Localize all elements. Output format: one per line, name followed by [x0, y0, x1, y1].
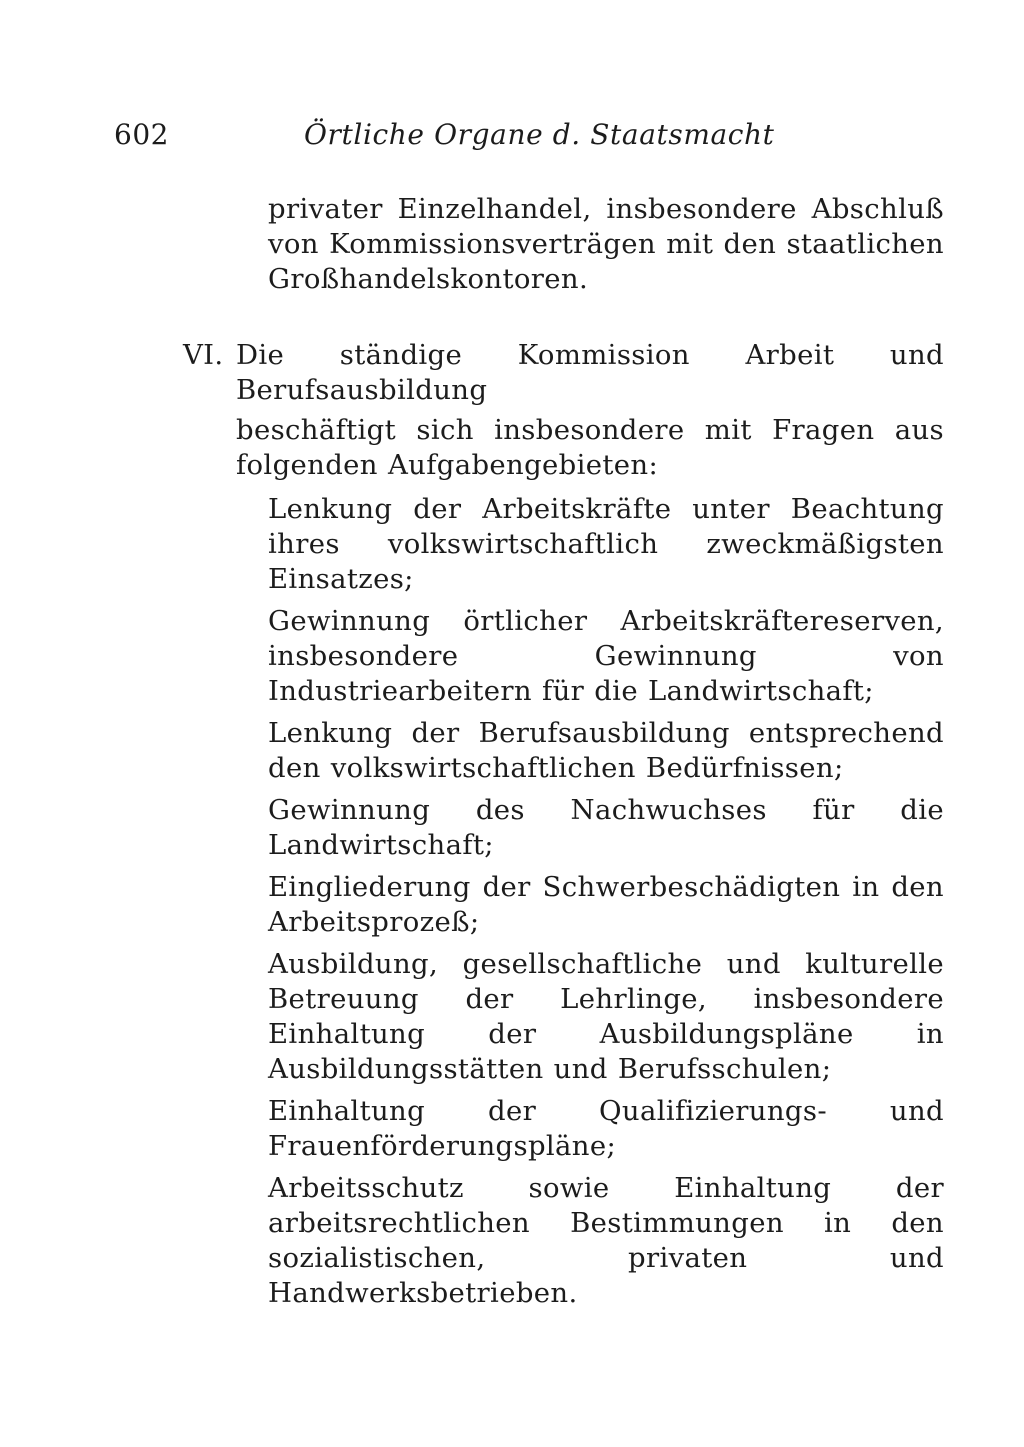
- list-item: Gewinnung örtlicher Arbeitskräftereserven, insbesondere Gewinnung von Industriearbeitern für die Landwirtschaft;: [268, 605, 944, 707]
- list-item: Einhaltung der Qualifizierungs- und Frauenförderungspläne;: [268, 1095, 944, 1162]
- list-item: Lenkung der Berufsausbildung entsprechend den volkswirtschaftlichen Bedürfnissen;: [268, 717, 944, 784]
- list-item: Eingliederung der Schwerbeschädigten in den Arbeitsprozeß;: [268, 871, 944, 938]
- list-item: Lenkung der Arbeitskräfte unter Beachtung ihres volkswirtschaftlich zweckmäßigsten Einsatzes;: [268, 493, 944, 595]
- section-intro: beschäftigt sich insbesondere mit Fragen aus folgenden Aufgabengebieten:: [236, 414, 944, 481]
- task-list: [268, 492, 944, 1318]
- list-item: Ausbildung, gesellschaftliche und kulturelle Betreuung der Lehrlinge, insbesondere Einhaltung der Ausbildungspläne in Ausbildungsstätten und Berufsschulen;: [268, 948, 944, 1085]
- running-head: Örtliche Organe d. Staatsmacht: [304, 118, 775, 151]
- section-number: VI.: [183, 339, 224, 371]
- list-item: Gewinnung des Nachwuchses für die Landwirtschaft;: [268, 794, 944, 861]
- page-number: 602: [114, 118, 169, 151]
- continuation-paragraph: privater Einzelhandel, insbesondere Abschluß von Kommissionsverträgen mit den staatlichen Großhandelskontoren.: [268, 193, 944, 295]
- page-header: [114, 118, 944, 162]
- section-title: Die ständige Kommission Arbeit und Berufsausbildung: [236, 339, 944, 406]
- list-item: Arbeitsschutz sowie Einhaltung der arbeitsrechtlichen Bestimmungen in den sozialistischen, privaten und Handwerksbetrieben.: [268, 1172, 944, 1309]
